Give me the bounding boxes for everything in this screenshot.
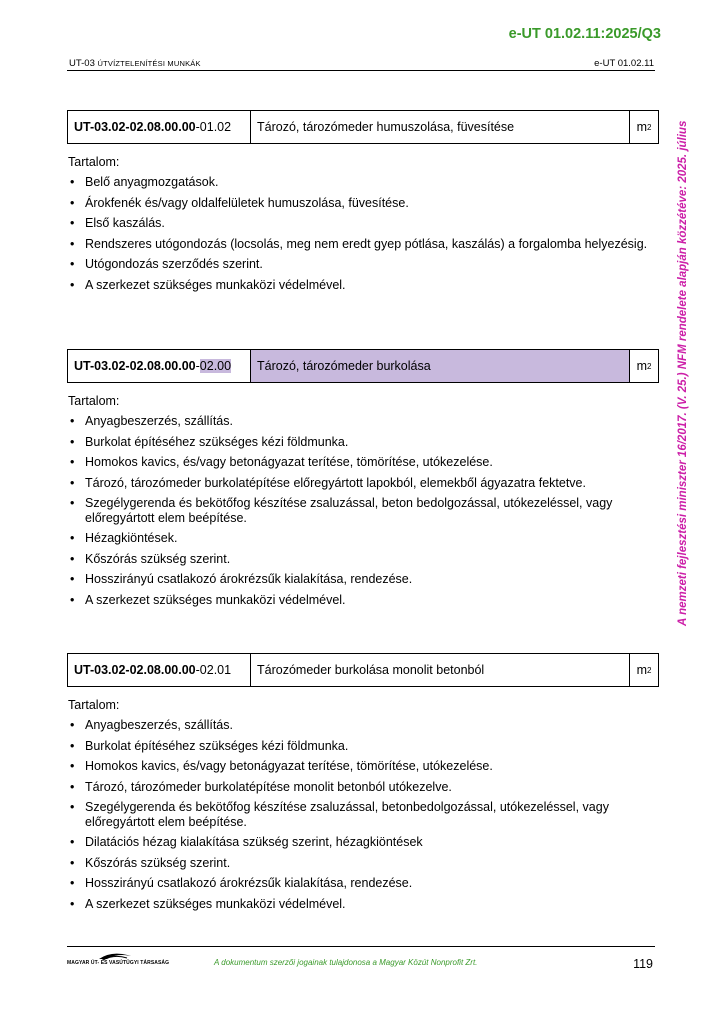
contents-list bbox=[67, 718, 659, 911]
contents-list bbox=[67, 414, 659, 607]
item-section-1 bbox=[67, 110, 659, 298]
header-divider bbox=[67, 70, 655, 71]
item-code-sep: - bbox=[195, 120, 200, 134]
footer-divider bbox=[67, 946, 655, 947]
item-code-cell bbox=[68, 654, 251, 686]
item-unit: m 2 bbox=[629, 654, 658, 686]
list-item: • Kőszórás szükség szerint. bbox=[67, 552, 659, 567]
list-item: • Kőszórás szükség szerint. bbox=[67, 856, 659, 871]
item-unit: m 2 bbox=[629, 111, 658, 143]
copyright-notice: A dokumentum szerzői jogainak tulajdonosa a Magyar Közút Nonprofit Zrt. bbox=[214, 958, 478, 967]
list-item: • Hosszirányú csatlakozó árokrézsűk kialakítása, rendezése. bbox=[67, 572, 659, 587]
item-description: Tározó, tározómeder burkolása bbox=[251, 350, 629, 382]
item-code-cell bbox=[68, 111, 251, 143]
list-item: • Hézagkiöntések. bbox=[67, 531, 659, 546]
header-doc-ref: e-UT 01.02.11 bbox=[594, 58, 654, 69]
list-item: • Árokfenék és/vagy oldalfelületek humuszolása, füvesítése. bbox=[67, 196, 659, 211]
list-item: • A szerkezet szükséges munkaközi védelmével. bbox=[67, 593, 659, 608]
item-code-suffix: 02.01 bbox=[199, 663, 232, 677]
header-section-title bbox=[69, 58, 201, 69]
item-section-3 bbox=[67, 653, 659, 917]
item-code-suffix: 01.02 bbox=[199, 120, 232, 134]
list-item: • Burkolat építéséhez szükséges kézi földmunka. bbox=[67, 435, 659, 450]
item-code-main: UT-03.02-02.08.00.00 bbox=[74, 359, 196, 373]
header-section-name: ÚTVÍZTELENÍTÉSI MUNKÁK bbox=[97, 59, 201, 68]
item-header-table bbox=[67, 349, 659, 383]
list-item: • Rendszeres utógondozás (locsolás, meg nem eredt gyep pótlása, kaszálás) a forgalomba helyezésig. bbox=[67, 237, 659, 252]
item-unit: m 2 bbox=[629, 350, 658, 382]
contents-label: Tartalom: bbox=[68, 698, 120, 712]
item-code-suffix: 02.00 bbox=[199, 359, 232, 373]
document-code: e-UT 01.02.11:2025/Q3 bbox=[508, 26, 661, 42]
item-code-sep: - bbox=[195, 663, 200, 677]
list-item: • Burkolat építéséhez szükséges kézi földmunka. bbox=[67, 739, 659, 754]
item-description: Tározó, tározómeder humuszolása, füvesítése bbox=[257, 120, 515, 134]
list-item: • A szerkezet szükséges munkaközi védelmével. bbox=[67, 278, 659, 293]
list-item: • Homokos kavics, és/vagy betonágyazat terítése, tömörítése, utókezelése. bbox=[67, 759, 659, 774]
list-item: • Tározó, tározómeder burkolatépítése monolit betonból utókezelve. bbox=[67, 780, 659, 795]
list-item: • Anyagbeszerzés, szállítás. bbox=[67, 718, 659, 733]
list-item: • Utógondozás szerződés szerint. bbox=[67, 257, 659, 272]
item-code-sep: - bbox=[195, 359, 200, 373]
side-publication-note: A nemzeti fejlesztési miniszter 16/2017. (V. 25.) NFM rendelete alapján közzétéve: 2025. július bbox=[677, 120, 689, 626]
item-code-main: UT-03.02-02.08.00.00 bbox=[74, 663, 196, 677]
item-header-table bbox=[67, 653, 659, 687]
contents-label: Tartalom: bbox=[68, 155, 120, 169]
item-section-2 bbox=[67, 349, 659, 613]
list-item: • Dilatációs hézag kialakítása szükség szerint, hézagkiöntések bbox=[67, 835, 659, 850]
list-item: • Hosszirányú csatlakozó árokrézsűk kialakítása, rendezése. bbox=[67, 876, 659, 891]
contents-label: Tartalom: bbox=[68, 394, 120, 408]
list-item: • Szegélygerenda és bekötőfog készítése zsaluzással, beton bedolgozással, utókezeléssel, vagy előregyártott elem beépítése. bbox=[67, 496, 659, 525]
header-section-prefix: UT-03 bbox=[69, 58, 95, 69]
item-header-table bbox=[67, 110, 659, 144]
item-code-main: UT-03.02-02.08.00.00 bbox=[74, 120, 196, 134]
item-description: Tározómeder burkolása monolit betonból bbox=[257, 663, 485, 677]
page-number: 119 bbox=[633, 957, 653, 971]
list-item: • Szegélygerenda és bekötőfog készítése zsaluzással, betonbedolgozással, utókezeléssel, vagy előregyártott elem beépítése. bbox=[67, 800, 659, 829]
list-item: • Tározó, tározómeder burkolatépítése előregyártott lapokból, elemekből ágyazatra fektetve. bbox=[67, 476, 659, 491]
contents-list bbox=[67, 175, 659, 292]
list-item: • Első kaszálás. bbox=[67, 216, 659, 231]
item-code-cell bbox=[68, 350, 251, 382]
list-item: • Anyagbeszerzés, szállítás. bbox=[67, 414, 659, 429]
list-item: • Belő anyagmozgatások. bbox=[67, 175, 659, 190]
list-item: • Homokos kavics, és/vagy betonágyazat terítése, tömörítése, utókezelése. bbox=[67, 455, 659, 470]
list-item: • A szerkezet szükséges munkaközi védelmével. bbox=[67, 897, 659, 912]
society-logo-text: MAGYAR ÚT- ÉS VASÚTÜGYI TÁRSASÁG bbox=[67, 960, 170, 966]
